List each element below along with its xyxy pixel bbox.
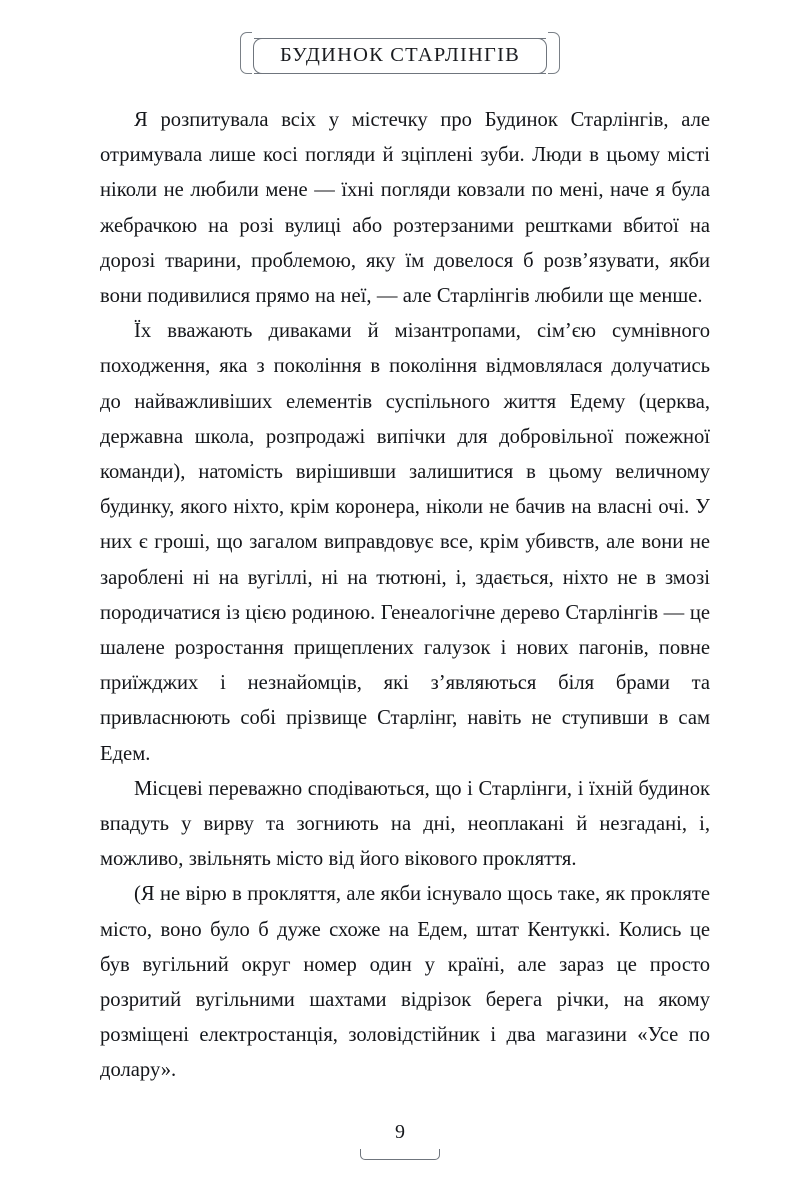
body-text-block: [100, 103, 710, 1089]
running-head-title: БУДИНОК СТАРЛІНГІВ: [279, 44, 520, 66]
running-head: [0, 38, 800, 74]
running-head-frame: [254, 38, 546, 74]
bracket-right-icon: [548, 32, 560, 74]
paragraph: Місцеві переважно сподіваються, що і Старлінги, і їхній будинок впадуть у вирву та зогниють на дні, неоплакані й незгадані, і, можливо, звільнять місто від його вікового прокляття.: [100, 777, 710, 871]
folio-tick-left-icon: [360, 1149, 367, 1160]
bracket-left-icon: [240, 32, 252, 74]
folio-rule-ornament: [367, 1149, 433, 1160]
paragraph: Їх вважають диваками й мізантропами, сім’єю сумнівного походження, яка з покоління в покоління відмовлялася долучатись до найважливіших елементів суспільного життя Едему (церква, державна школа, розпродажі випічки для добровільної пожежної команди), натомість вирішивши залишитися в цьому величному будинку, якого ніхто, крім коронера, ніколи не бачив на власні очі. У них є гроші, що загалом виправдовує все, крім убивств, але вони не зароблені ні на вугіллі, ні на тютюні, і, здається, ніхто не в змозі породичатися із цією родиною. Генеалогічне дерево Старлінгів — це шалене розростання прищеплених галузок і нових пагонів, повне приїжджих і незнайомців, які з’являються біля брами та привласнюють собі прізвище Старлінг, навіть не ступивши в сам Едем.: [100, 320, 710, 765]
page-footer: [0, 1122, 800, 1160]
page-number: 9: [395, 1121, 405, 1143]
paragraph: Я розпитувала всіх у містечку про Будинок Старлінгів, але отримувала лише косі погляди й зціплені зуби. Люди в цьому місті ніколи не любили мене — їхні погляди ковзали по мені, наче я була жебрачкою на розі вулиці або розтерзаними рештками вбитої на дорозі тварини, проблемою, яку їм довелося б розв’язувати, якби вони подивилися прямо на неї, — але Старлінгів любили ще менше.: [100, 109, 710, 308]
folio-tick-right-icon: [433, 1149, 440, 1160]
paragraph: (Я не вірю в прокляття, але якби існувало щось таке, як прокляте місто, воно було б дуже схоже на Едем, штат Кентуккі. Колись це був вугільний округ номер один у країні, але зараз це просто розритий вугільними шахтами відрізок берега річки, на якому розміщені електростанція, золовідстійник і два магазини «Усе по долару».: [100, 883, 710, 1082]
